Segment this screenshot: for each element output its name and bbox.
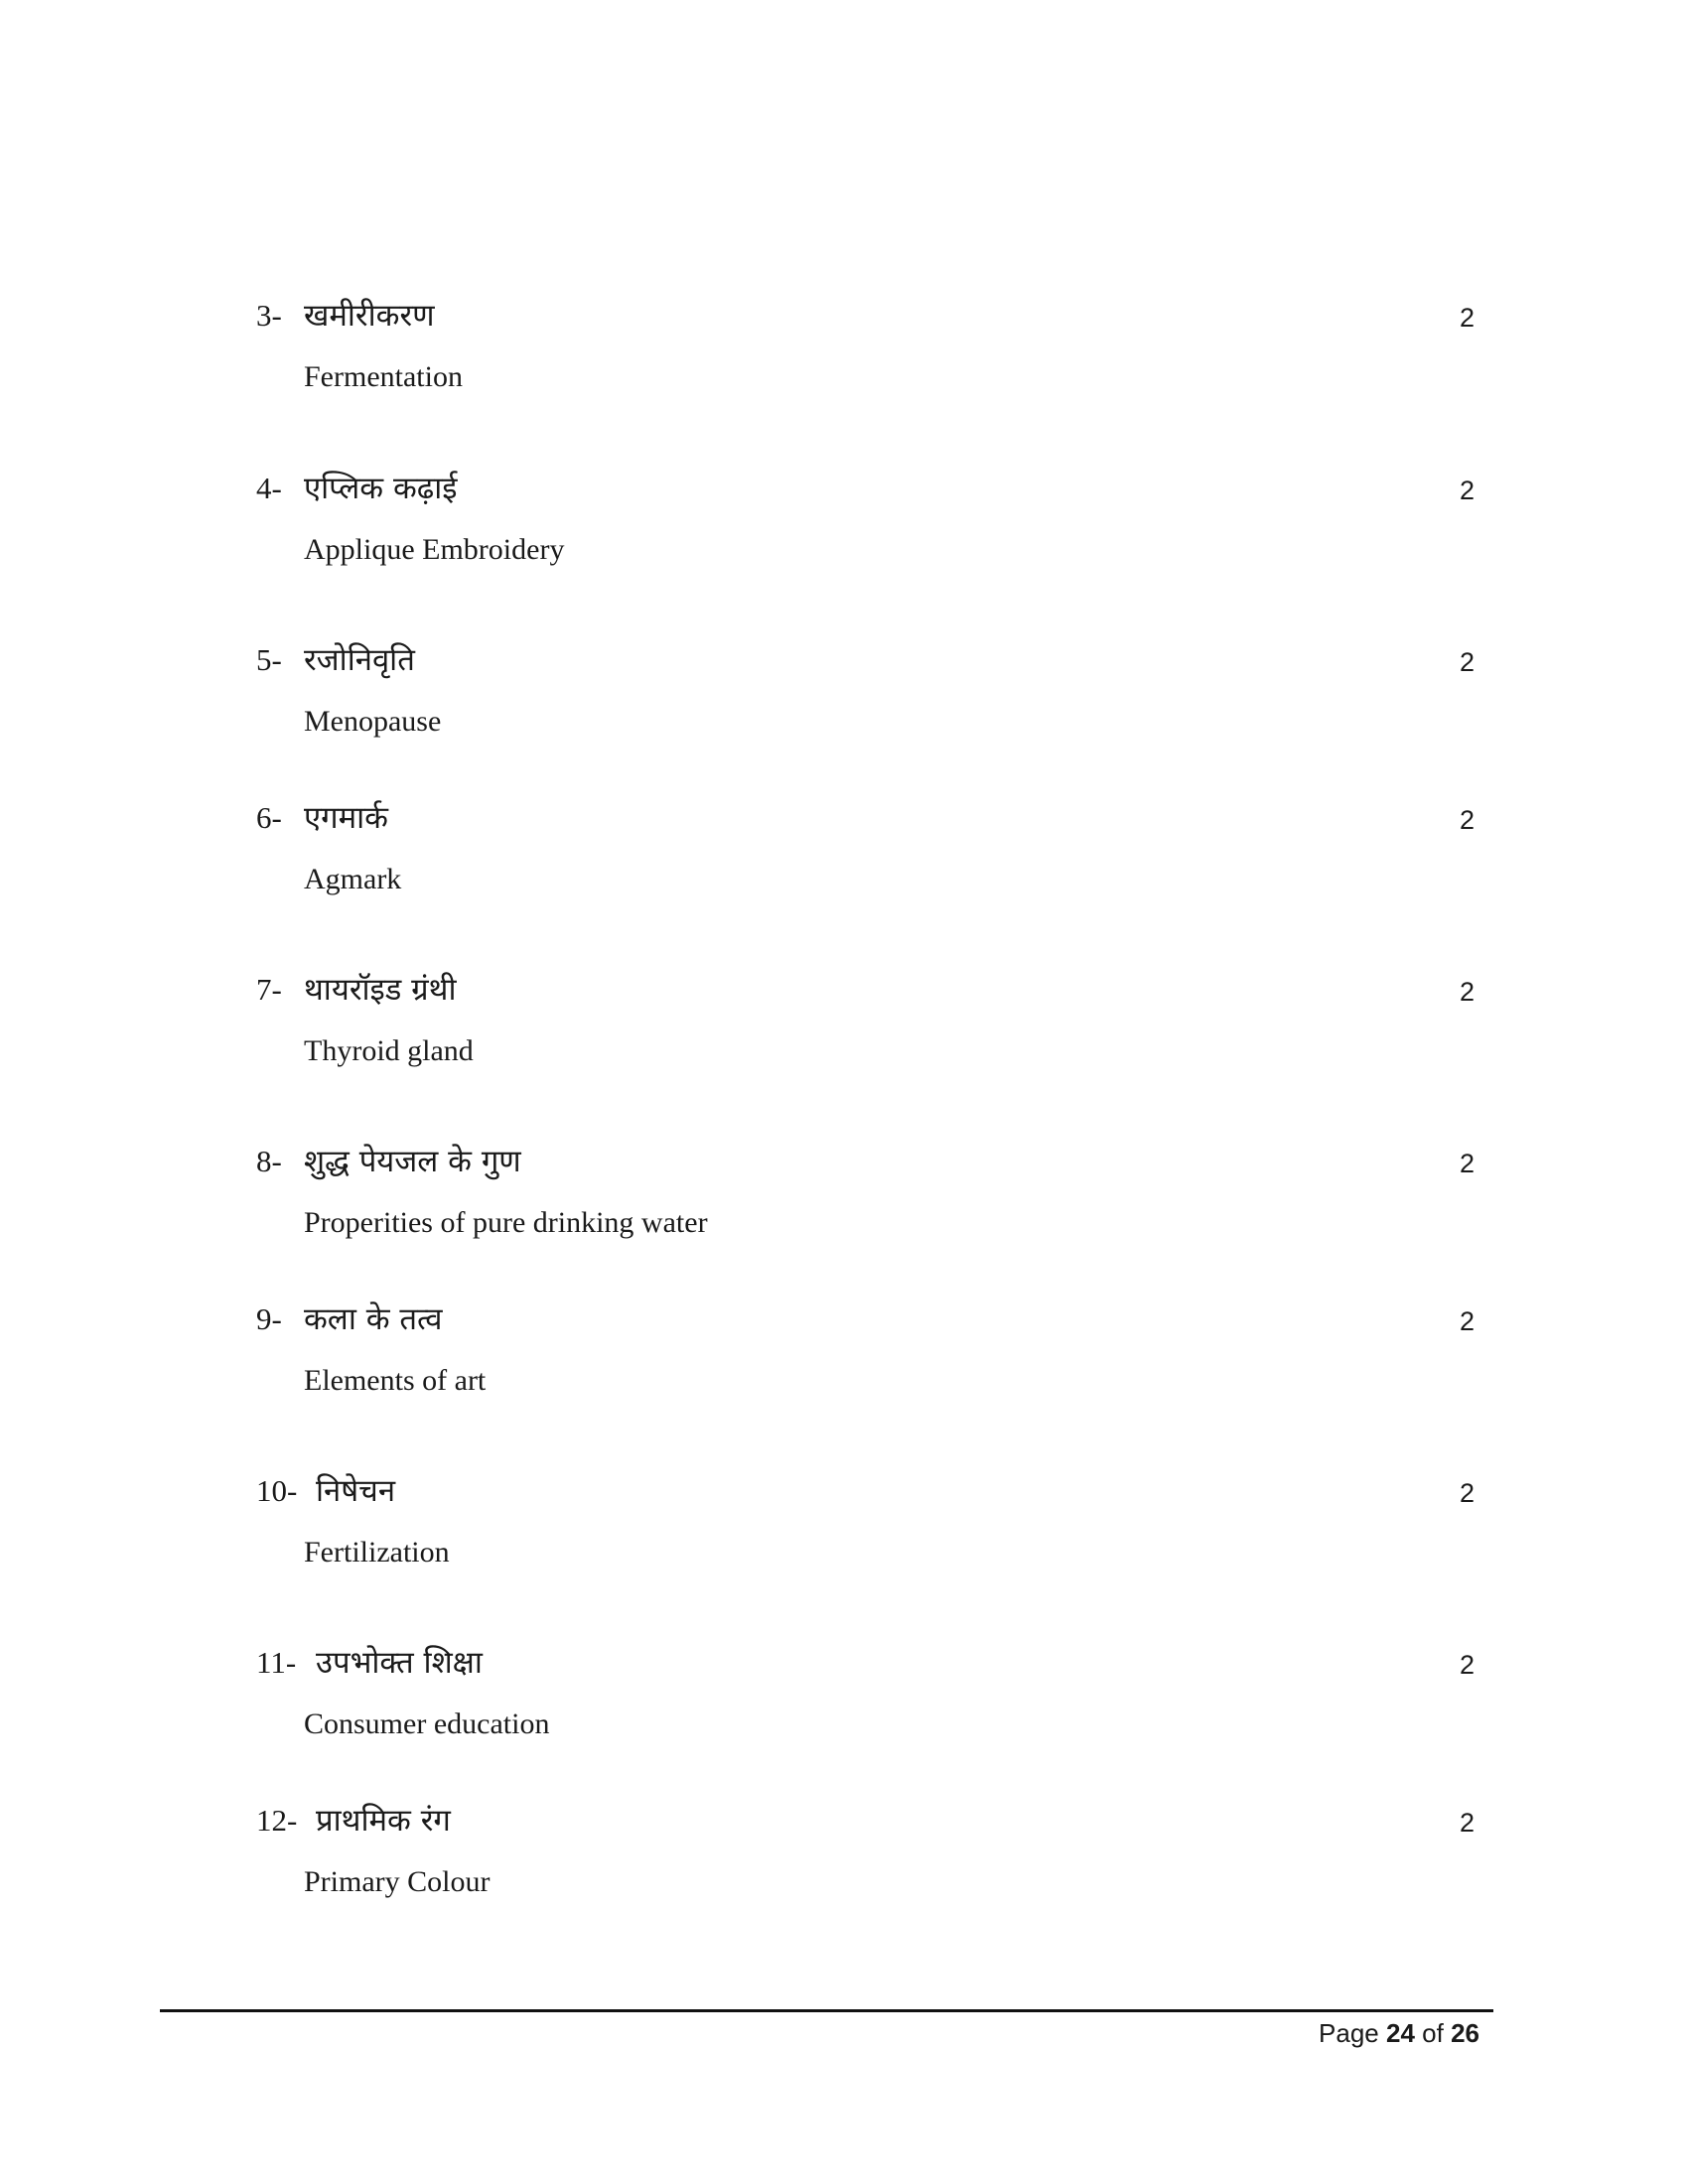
question-number: 3- bbox=[256, 298, 282, 333]
question-item bbox=[256, 1801, 1487, 1930]
question-english: Menopause bbox=[304, 705, 442, 738]
question-marks: 2 bbox=[1460, 303, 1476, 333]
question-marks: 2 bbox=[1460, 647, 1476, 677]
question-marks: 2 bbox=[1460, 1306, 1476, 1336]
current-page: 24 bbox=[1386, 2018, 1415, 2048]
question-hindi: उपभोक्त शिक्षा bbox=[316, 1645, 483, 1681]
question-hindi: थायरॉइड ग्रंथी bbox=[304, 972, 457, 1008]
question-number: 9- bbox=[256, 1301, 282, 1336]
question-marks: 2 bbox=[1460, 1808, 1476, 1838]
question-item bbox=[256, 640, 1487, 769]
question-hindi: कला के तत्व bbox=[304, 1301, 443, 1337]
question-hindi: एगमार्क bbox=[304, 800, 388, 836]
of-label: of bbox=[1422, 2018, 1444, 2048]
question-item bbox=[256, 1299, 1487, 1429]
question-number: 4- bbox=[256, 471, 282, 505]
question-marks: 2 bbox=[1460, 1149, 1476, 1178]
question-number: 5- bbox=[256, 642, 282, 677]
question-number: 8- bbox=[256, 1144, 282, 1178]
question-english: Fertilization bbox=[304, 1536, 450, 1569]
question-number: 12- bbox=[256, 1803, 298, 1838]
question-number: 10- bbox=[256, 1473, 298, 1508]
question-marks: 2 bbox=[1460, 977, 1476, 1007]
question-english: Agmark bbox=[304, 863, 402, 895]
question-english: Elements of art bbox=[304, 1364, 487, 1397]
question-english: Fermentation bbox=[304, 360, 463, 393]
page-number bbox=[1319, 2013, 1479, 2053]
question-item bbox=[256, 798, 1487, 927]
question-english: Applique Embroidery bbox=[304, 533, 565, 566]
question-number: 11- bbox=[256, 1645, 297, 1680]
question-hindi: एप्लिक कढ़ाई bbox=[304, 471, 458, 506]
page-label: Page bbox=[1319, 2018, 1379, 2048]
question-marks: 2 bbox=[1460, 1650, 1476, 1680]
question-item bbox=[256, 1471, 1487, 1600]
question-english: Thyroid gland bbox=[304, 1034, 474, 1067]
question-marks: 2 bbox=[1460, 1478, 1476, 1508]
total-pages: 26 bbox=[1451, 2018, 1479, 2048]
question-hindi: प्राथमिक रंग bbox=[316, 1803, 451, 1839]
question-item bbox=[256, 469, 1487, 598]
question-item bbox=[256, 296, 1487, 425]
question-hindi: निषेचन bbox=[316, 1473, 396, 1509]
question-number: 7- bbox=[256, 972, 282, 1007]
question-item bbox=[256, 1142, 1487, 1271]
question-hindi: खमीरीकरण bbox=[304, 298, 435, 334]
question-marks: 2 bbox=[1460, 476, 1476, 505]
footer-divider bbox=[160, 2009, 1493, 2012]
question-hindi: शुद्ध पेयजल के गुण bbox=[304, 1144, 521, 1179]
question-number: 6- bbox=[256, 800, 282, 835]
question-item bbox=[256, 970, 1487, 1099]
question-english: Properities of pure drinking water bbox=[304, 1206, 708, 1239]
question-item bbox=[256, 1643, 1487, 1772]
question-english: Primary Colour bbox=[304, 1865, 491, 1898]
question-marks: 2 bbox=[1460, 805, 1476, 835]
question-english: Consumer education bbox=[304, 1707, 550, 1740]
question-hindi: रजोनिवृति bbox=[304, 642, 415, 678]
